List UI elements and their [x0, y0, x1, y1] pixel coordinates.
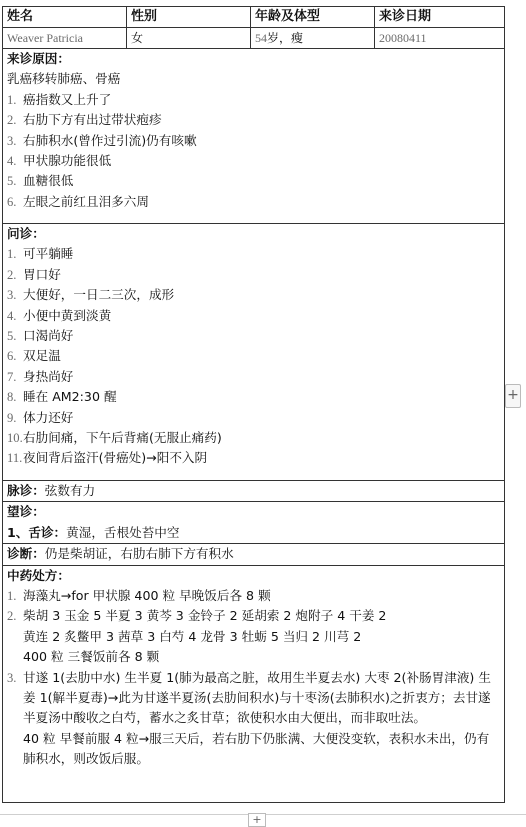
- reason-summary: 乳癌移转肺癌、骨癌: [7, 71, 121, 87]
- reason-item: [7, 192, 500, 212]
- reason-list: [7, 90, 500, 212]
- reason-item-number: 6.: [7, 194, 17, 209]
- inquiry-item-text: 右肋间痛，下午后背痛(无服止痛药): [23, 430, 222, 446]
- reason-item-text: 左眼之前红且泪多六周: [23, 193, 149, 209]
- inquiry-item: [7, 326, 500, 346]
- pulse-section: [3, 481, 505, 502]
- inquiry-item-number: 9.: [7, 410, 17, 425]
- reason-item-number: 2.: [7, 113, 17, 128]
- prescription-line: 柴胡 3 玉金 5 半夏 3 黄芩 3 金铃子 2 延胡索 2 炮附子 4 干姜 2: [23, 608, 387, 624]
- name-header: 姓名: [3, 7, 127, 28]
- reason-item-text: 右肺积水(曾作过引流)仍有咳嗽: [23, 132, 197, 148]
- age-header: 年龄及体型: [251, 7, 375, 28]
- inquiry-item-text: 胃口好: [23, 266, 61, 282]
- inquiry-item-number: 10.: [7, 431, 23, 446]
- patient-row: [3, 28, 505, 49]
- inquiry-item-number: 4.: [7, 308, 17, 323]
- patient-age-number: 54: [255, 31, 267, 45]
- prescription-line: 400 粒 三餐饭前各 8 颗: [23, 649, 160, 665]
- inquiry-item-number: 1.: [7, 247, 17, 262]
- prescription-list: [7, 586, 500, 770]
- medical-record-table: [2, 6, 505, 803]
- inquiry-item: [7, 244, 500, 264]
- prescription-item: [7, 586, 500, 606]
- prescription-item-number: 3.: [7, 670, 17, 685]
- reason-item-text: 血糖很低: [23, 173, 74, 189]
- inquiry-item-number: 3.: [7, 288, 17, 303]
- header-row: [3, 7, 505, 28]
- inquiry-item: [7, 408, 500, 428]
- inquiry-item-text: 体力还好: [23, 409, 74, 425]
- inquiry-item-text: 身热尚好: [23, 368, 74, 384]
- inquiry-title: 问诊：: [7, 226, 45, 241]
- reason-item-text: 癌指数又上升了: [23, 91, 112, 107]
- reason-item-text: 甲状腺功能很低: [23, 153, 112, 169]
- inquiry-item: [7, 367, 500, 387]
- reason-item-text: 右肋下方有出过带状疱疹: [23, 112, 162, 128]
- prescription-line: 黄连 2 炙鳖甲 3 茜草 3 白芍 4 龙骨 3 牡蛎 5 当归 2 川芎 2: [23, 628, 362, 644]
- inquiry-item: [7, 428, 500, 448]
- tongue-text: 黄湿，舌根处苔中空: [66, 524, 180, 540]
- reason-item: [7, 90, 500, 110]
- inquiry-item-number: 2.: [7, 267, 17, 282]
- inquiry-item-number: 6.: [7, 349, 17, 364]
- inquiry-item-text: 大便好，一日二三次，成形: [23, 287, 175, 303]
- prescription-item-number: 2.: [7, 609, 17, 624]
- inquiry-item: [7, 265, 500, 285]
- reason-item: [7, 151, 500, 171]
- reason-item: [7, 110, 500, 130]
- observation-title: 望诊：: [7, 504, 45, 520]
- inquiry-item-text: 口渴尚好: [23, 328, 74, 344]
- inquiry-item-number: 5.: [7, 329, 17, 344]
- inquiry-item: [7, 346, 500, 366]
- add-row-button[interactable]: +: [248, 813, 266, 827]
- diagnosis-section: [3, 544, 505, 565]
- inquiry-item-number: 8.: [7, 390, 17, 405]
- inquiry-item-text: 夜间背后盗汗(骨癌处)→阳不入阴: [23, 450, 208, 466]
- date-header: 来诊日期: [375, 7, 505, 28]
- inquiry-item-text: 双足温: [23, 348, 61, 364]
- pulse-text: 弦数有力: [44, 483, 96, 498]
- gender-header: 性别: [127, 7, 251, 28]
- reason-section: [3, 49, 505, 224]
- inquiry-item: [7, 387, 500, 407]
- inquiry-item: [7, 448, 500, 468]
- reason-item: [7, 131, 500, 151]
- prescription-item: [7, 606, 500, 667]
- prescription-item: [7, 668, 500, 770]
- diagnosis-title: 诊断：: [7, 546, 45, 562]
- prescription-item-number: 1.: [7, 589, 17, 604]
- prescription-line: 海藻丸→for 甲状腺 400 粒 早晚饭后各 8 颗: [23, 588, 271, 604]
- reason-item-number: 4.: [7, 154, 17, 169]
- patient-age-build: 岁，瘦: [267, 31, 304, 45]
- tongue-title: 1、舌诊：: [7, 524, 67, 540]
- inquiry-list: [7, 244, 500, 468]
- reason-item-number: 5.: [7, 174, 17, 189]
- add-column-button[interactable]: +: [505, 384, 521, 408]
- prescription-line: 甘遂 1(去肋中水) 生半夏 1(肺为最高之脏，故用生半夏去水) 大枣 2(补肠胃津液) 生姜 1(解半夏毒)→此为甘遂半夏汤(去肋间积水)与十枣汤(去肺积水)之折衷方；去甘遂半夏汤中酸收之白芍，蓄水之炙甘草；欲使积水由大便出，而非取吐法。: [23, 669, 491, 726]
- inquiry-item: [7, 285, 500, 305]
- reason-item-number: 1.: [7, 92, 17, 107]
- inquiry-section: [3, 224, 505, 481]
- reason-title: 来诊原因：: [7, 51, 70, 66]
- patient-gender: 女: [127, 28, 251, 49]
- prescription-section: [3, 565, 505, 802]
- inquiry-item-number: 11.: [7, 451, 23, 466]
- reason-item-number: 3.: [7, 133, 17, 148]
- diagnosis-text: 仍是柴胡证，右肋右肺下方有积水: [44, 546, 234, 562]
- observation-section: [3, 502, 505, 544]
- prescription-title: 中药处方：: [7, 567, 70, 583]
- inquiry-item: [7, 306, 500, 326]
- inquiry-item-text: 睡在 AM2:30 醒: [23, 389, 117, 405]
- prescription-line: 40 粒 早餐前服 4 粒→服三天后，若右肋下仍胀满、大便没变软，表积水未出，仍有肺积水，则改饭后服。: [23, 730, 490, 767]
- inquiry-item-text: 小便中黄到淡黄: [23, 307, 112, 323]
- reason-item: [7, 171, 500, 191]
- inquiry-item-text: 可平躺睡: [23, 246, 74, 262]
- pulse-title: 脉诊：: [7, 483, 45, 498]
- visit-date: 20080411: [375, 28, 505, 49]
- inquiry-item-number: 7.: [7, 369, 17, 384]
- patient-name: Weaver Patricia: [3, 28, 127, 49]
- patient-age: [251, 28, 375, 49]
